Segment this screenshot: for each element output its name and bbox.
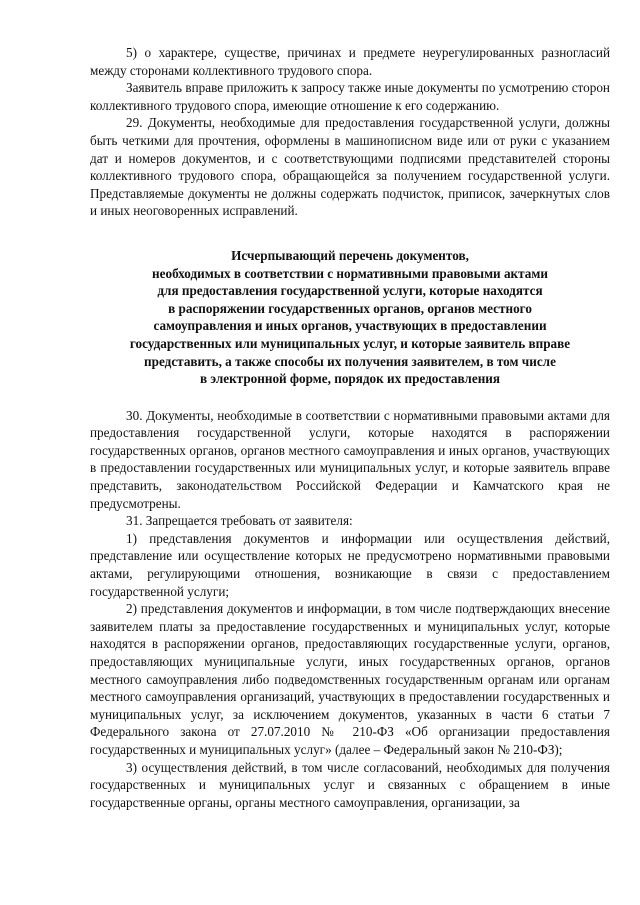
section-heading	[90, 247, 610, 388]
paragraph-31: 31. Запрещается требовать от заявителя:	[126, 513, 353, 529]
heading-line: Исчерпывающий перечень документов,	[231, 247, 469, 263]
paragraph-30: 30. Документы, необходимые в соответствии с нормативными правовыми актами для предоставления государственной услуги, которые находятся в распоряжении государственных органов, органов местного самоуправления и иных органов, участвующих в предоставлении государственных или муниципальных услуг, и которые заявитель вправе представить, законодательством Российской Федерации и Камчатского края не предусмотрены.	[90, 407, 610, 511]
document-page	[90, 44, 610, 811]
heading-line: в распоряжении государственных органов, органов местного	[168, 300, 532, 316]
heading-line: для предоставления государственной услуги, которые находятся	[157, 283, 543, 299]
heading-line: необходимых в соответствии с нормативными правовыми актами	[152, 265, 548, 281]
paragraph-additional-documents: Заявитель вправе приложить к запросу также иные документы по усмотрению сторон коллективного трудового спора, имеющие отношение к его содержанию.	[90, 80, 610, 113]
heading-line: в электронной форме, порядок их предоставления	[199, 371, 501, 387]
heading-line: представить, а также способы их получения заявителем, в том числе	[144, 353, 556, 369]
paragraph-31-item-1: 1) представления документов и информации или осуществления действий, представление или осуществление которых не предусмотрено нормативными правовыми актами, регулирующими отношения, возникающие в связи с предоставлением государственной услуги;	[90, 530, 610, 599]
paragraph-29: 29. Документы, необходимые для предоставления государственной услуги, должны быть четкими для прочтения, оформлены в машинописном виде или от руки с указанием дат и номеров документов, и с соответствующими подписями представителей стороны коллективного трудового спора, обращающейся за получением государственной услуги. Представляемые документы не должны содержать подчисток, приписок, зачеркнутых слов и иных неоговоренных исправлений.	[90, 115, 610, 219]
heading-line: государственных или муниципальных услуг, и которые заявитель вправе	[129, 335, 571, 351]
heading-line: самоуправления и иных органов, участвующих в предоставлении	[153, 318, 547, 334]
paragraph-31-item-2: 2) представления документов и информации, в том числе подтверждающих внесение заявителем платы за предоставление государственных и муниципальных услуг, которые находятся в распоряжении органов, предоставляющих государственные услуги, органов, предоставляющих муниципальные услуги, иных государственных органов, органов местного самоуправления либо подведомственных государственным органам или органам местного самоуправления организаций, участвующих в предоставлении государственных и муниципальных услуг, за исключением документов, указанных в части 6 статьи 7 Федерального закона от 27.07.2010 № 210-ФЗ «Об организации предоставления государственных и муниципальных услуг» (далее – Федеральный закон № 210-ФЗ);	[90, 601, 610, 757]
paragraph-item-5: 5) о характере, существе, причинах и предмете неурегулированных разногласий между сторонами коллективного трудового спора.	[90, 45, 610, 78]
paragraph-31-item-3: 3) осуществления действий, в том числе согласований, необходимых для получения государственных и муниципальных услуг и связанных с обращением в иные государственные органы, органы местного самоуправления, организации, за	[90, 759, 610, 810]
